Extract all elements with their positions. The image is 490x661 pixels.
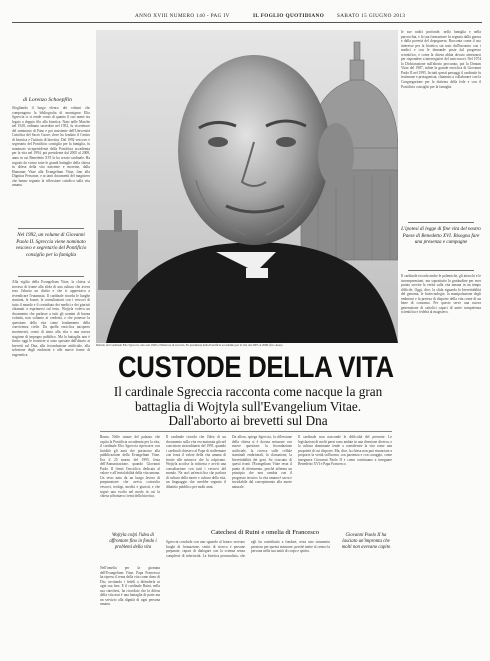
masthead-rule	[12, 22, 482, 23]
inline-pullquote-right: Giovanni Paolo II ha lasciato un'impronta che molti non avevano capito	[341, 533, 391, 550]
body-column-2: Il cardinale ricorda che l'idea di un documento sulla vita era maturata già nel concistoro straordinario del 1991, quando i cardinali chiesero al Papa di riaffermare con forza il valore della vita umana di fronte alle minacce che la colpivano. Wojtyla accolse la richiesta e avviò una consultazione con tutti i vescovi del mondo. Ne uscì un'enciclica che parlava di cultura della morte e cultura della vita, un linguaggio che avrebbe segnato il dibattito pubblico per molti anni.	[166, 435, 226, 490]
masthead-issue: ANNO XVIII NUMERO 140 - PAG IV	[135, 13, 230, 19]
portrait-image	[96, 30, 398, 343]
right-pullquote-rule-bottom	[408, 270, 474, 271]
left-pullquote: Nel 1992, un volume di Giovanni Paolo II. Sgreccia viene nominato vescovo e segretario del Pontificio consiglio per la famiglia	[15, 232, 87, 258]
body-column-3: Da allora, spiega Sgreccia, la riflessione della chiesa si è dovuta misurare con nuove questioni: la fecondazione artificiale, la ricerca sulle cellule staminali embrionali, la clonazione, la brevettabilità dei geni. Su ciascuno di questi fronti l'Evangelium Vitae resta il punto di riferimento, perché afferma un principio che non cambia con il progresso tecnico: la vita umana è sacra e inviolabile dal concepimento alla morte naturale.	[232, 435, 292, 490]
body-column-1: Roma. Nelle stanze del palazzo che ospita la Pontificia accademia per la vita, il cardinale Elio Sgreccia ripercorre con lucidità gli anni che portarono alla pubblicazione della Evangelium Vitae. Era il 25 marzo del 1995, festa dell'Annunciazione, quando Giovanni Paolo II firmò l'enciclica dedicata al valore e all'inviolabilità della vita umana. Un testo nato da un lungo lavoro di preparazione che aveva coinvolto vescovi, teologi, medici e giuristi, e che segnò una svolta nel modo in cui la chiesa affrontava i temi della bioetica.	[100, 435, 160, 499]
body-column-4: Il cardinale non nasconde le difficoltà del presente. Le legislazioni di molti paesi sono andate in una direzione diversa, e la cultura dominante tende a considerare la vita come una proprietà di cui disporre. Ma, dice, la chiesa non può rinunciare a proporre la verità sull'uomo, con pazienza e con coraggio, come insegnava Giovanni Paolo II e come continuano a insegnare Benedetto XVI e Papa Francesco.	[298, 435, 392, 467]
masthead	[0, 10, 490, 20]
pullquote-rule-bottom	[18, 276, 84, 277]
subheadline: Il cardinale Sgreccia racconta come nacque la gran battaglia di Wojtyla sull'Evangelium Vitae. Dall'aborto ai brevetti sul Dna	[113, 384, 383, 429]
left-column-top-text: Sfogliando il lungo elenco dei volumi che compongono la bibliografia di monsignor Elio Sgreccia ci si rende conto di quanto il suo nome sia legato a doppio filo alla bioetica. Nato nelle Marche nel 1928, ordinato sacerdote nel 1952, fu vicerettore del seminario di Fano e poi assistente dell'Università Cattolica del Sacro Cuore, dove ha fondato il Centro di bioetica e l'istituto di bioetica. Dal 1992 vescovo e segretario del Pontificio consiglio per la famiglia, fu nominato vicepresidente della Pontificia accademia per la vita nel 1994, poi presidente dal 2005 al 2008, anno in cui Benedetto XVI lo ha creato cardinale. Ha seguito da vicino tutte le grandi battaglie della chiesa in difesa della vita nascente e morente, dalla Humanae Vitae alla Evangelium Vitae, fino alla Dignitas Personae, e ai tanti documenti del magistero che hanno segnato la riflessione cattolica sulla vita umana.	[12, 106, 90, 188]
photo-caption: Ritratto del Cardinale Elio Sgreccia, nato nel 1928 a Nidastore di Arcevia. Fu presidente della Pontificia accademia per la vita dal 2005 al 2008 (foto Ansa)	[96, 343, 283, 347]
left-column-bottom-text: Alla vigilia della Evangelium Vitae, la chiesa si trovava di fronte alla sfida di una cultura che aveva reso l'aborto un diritto e che si apprestava a rivendicare l'eutanasia. Il cardinale ricorda le lunghe riunioni, le bozze, le consultazioni con i vescovi di tutto il mondo e il contributo dei medici e dei giuristi chiamati a esprimersi sul testo. Wojtyla voleva un documento che parlasse a tutti gli uomini di buona volontà, non soltanto ai credenti, e che ponesse la questione della vita come fondamento della convivenza civile. Da quella enciclica nacquero movimenti, centri di aiuto alla vita e una nuova stagione di impegno pubblico. Ma la battaglia non è finita: oggi le frontiere si sono spostate dall'aborto ai brevetti sul Dna, alla fecondazione artificiale, alla selezione degli embrioni e alle nuove forme di eugenetica.	[12, 280, 90, 357]
right-pullquote-rule-top	[408, 222, 474, 223]
cardinal-portrait-photo	[96, 30, 398, 343]
section-title: Catechesi di Ruini e omelia di Francesco	[210, 529, 320, 536]
right-column-top-text: le sue radici profonde, nella famiglia e nella parrocchia, e la sua formazione fu segnata dalla guerra e dalla povertà del dopoguerra. Racconta come il suo interesse per la bioetica sia nato dall'incontro con i medici e con le domande poste dal progresso scientifico, e come la chiesa abbia dovuto attrezzarsi per rispondere a interrogativi del tutto nuovi. Nel 1974 la Dichiarazione sull'aborto procurato, poi la Donum Vitae del 1987, infine la grande enciclica di Giovanni Paolo II nel 1995. In tutti questi passaggi il cardinale fu testimone e protagonista, chiamato a collaborare con la Congregazione per la dottrina della fede e con il Pontificio consiglio per la famiglia.	[401, 30, 481, 89]
pullquote-rule-top	[18, 228, 84, 229]
right-pullquote: L'ipotesi di legge di fine vita del nostro Paese di Benedetto XVI. Bisogna fare una presenza e campagne	[401, 226, 481, 246]
headline-rule	[100, 431, 392, 432]
body-column-5: Nell'omelia per la giornata dell'Evangelium Vitae, Papa Francesco ha ripreso il tema della vita come dono di Dio, invitando i fedeli a difenderla in ogni sua fase. E il cardinale Ruini, nella sua catechesi, ha ricordato che la difesa della vita non è una battaglia di parte ma un servizio alla dignità di ogni persona umana.	[100, 566, 160, 607]
inline-pullquote-left: Wojtyla colpì l'idea di affrontare fino in fondo i problemi della vita	[109, 533, 157, 550]
headline: CUSTODE DELLA VITA	[118, 351, 394, 384]
masthead-paper-name: IL FOGLIO QUOTIDIANO	[253, 13, 325, 19]
right-column-bottom-text: Il cardinale ricorda anche le polemiche, gli attacchi e le incomprensioni, ma soprattutto la gratitudine per aver potuto servire la verità sulla vita umana in un tempo difficile. Oggi, dice, la sfida riguarda la brevettabilità del genoma, le biotecnologie, la manipolazione degli embrioni e la pretesa di disporre della vita come di un bene di consumo. Per questo serve una nuova generazione di cattolici capaci di unire competenza scientifica e fedeltà al magistero.	[401, 274, 481, 315]
byline: di Lorenzo Schoepflin	[23, 97, 72, 103]
masthead-date: SABATO 15 GIUGNO 2013	[337, 13, 406, 19]
body-column-6: Sgreccia conclude con uno sguardo al futuro: servono luoghi di formazione, centri di ricerca e persone preparate, capaci di dialogare con la scienza senza complessi di inferiorità. La bioetica personalista, che egli ha contribuito a fondare, resta uno strumento prezioso per questa missione, perché mette al centro la persona nella sua unità di corpo e spirito.	[166, 540, 330, 558]
